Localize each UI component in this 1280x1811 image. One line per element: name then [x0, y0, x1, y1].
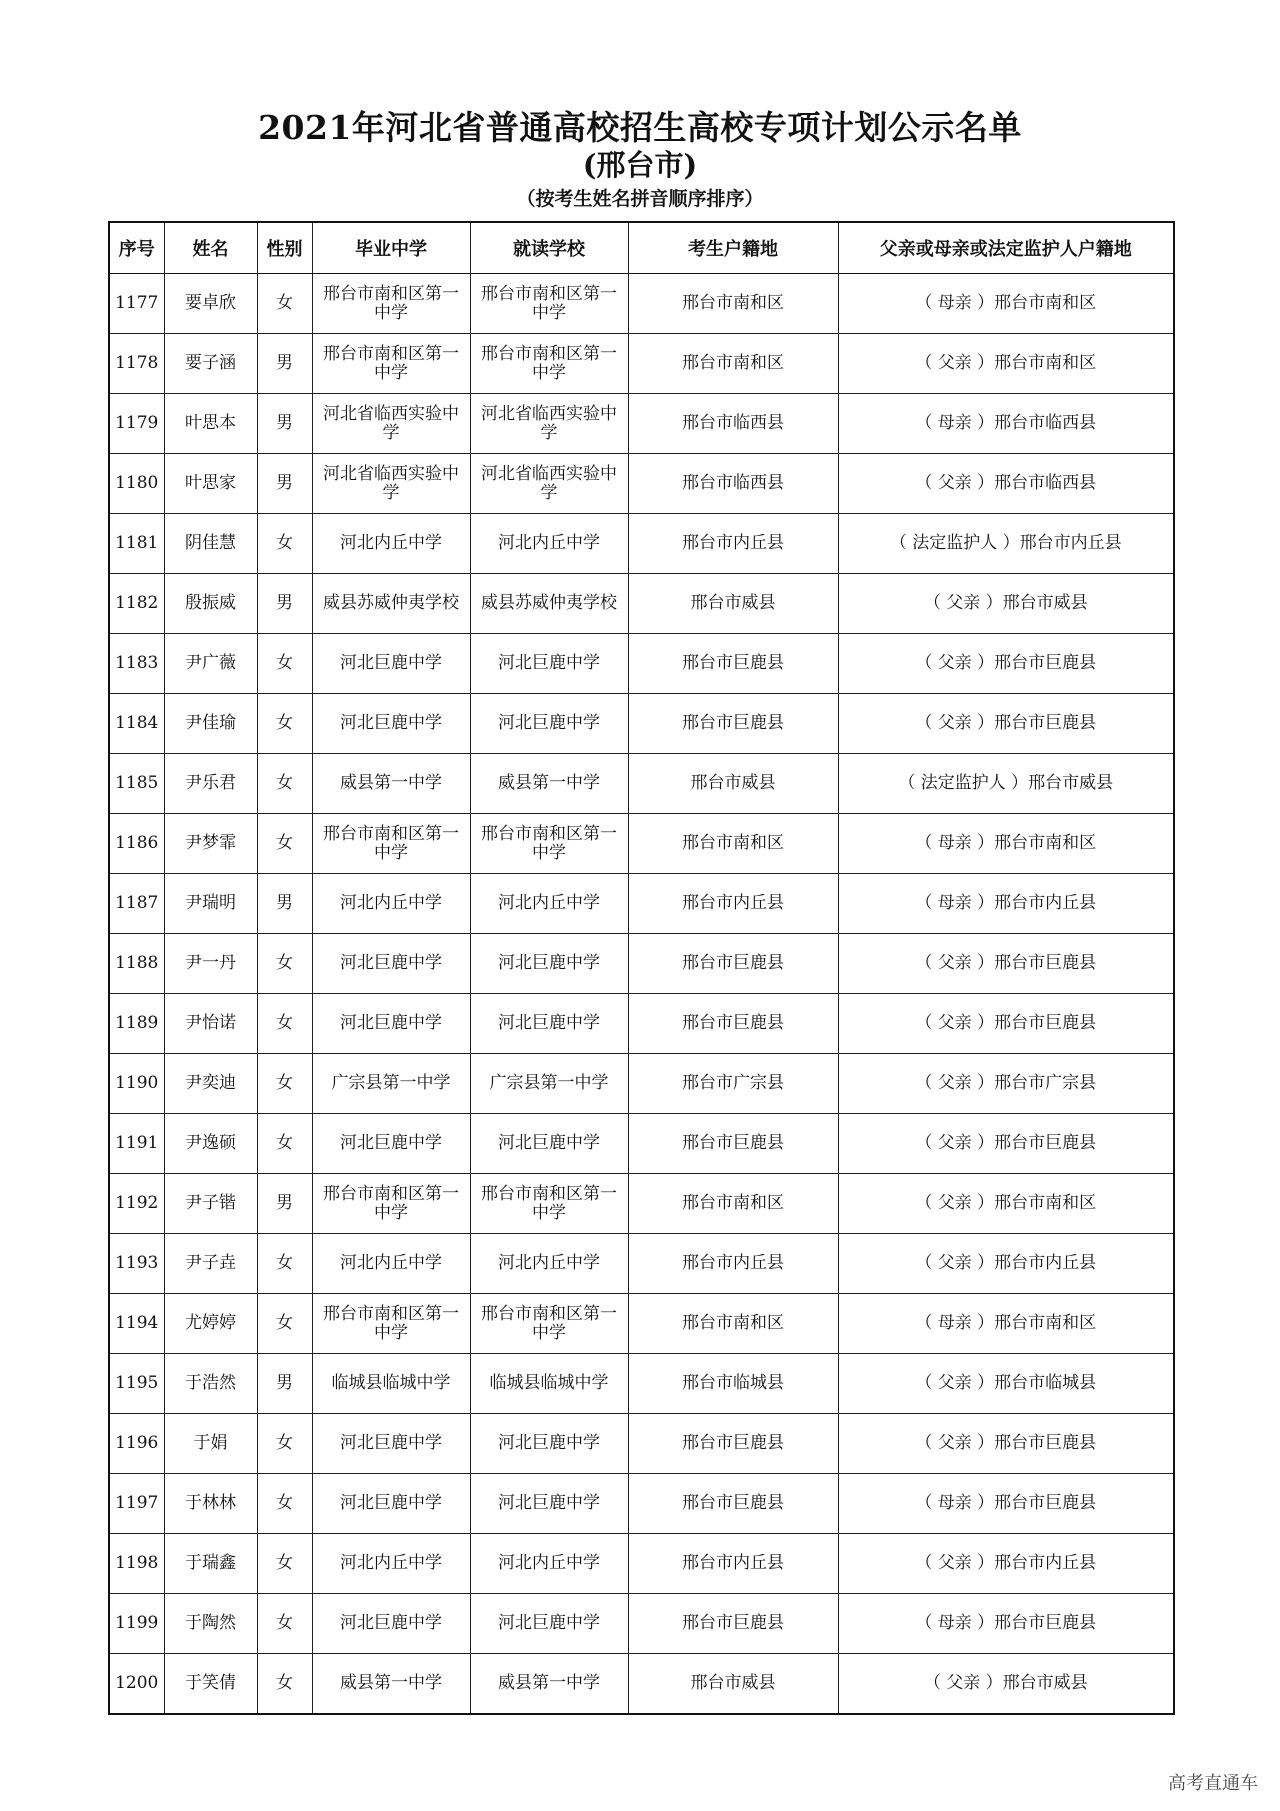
- cell-index: 1200: [109, 1654, 164, 1715]
- cell-graduated-school: 河北省临西实验中学: [312, 454, 470, 514]
- cell-guardian-registration: （ 父亲 ）邢台市临城县: [838, 1354, 1174, 1414]
- table-row: [109, 1534, 1174, 1594]
- cell-gender: 男: [257, 454, 312, 514]
- cell-index: 1185: [109, 754, 164, 814]
- cell-current-school: 临城县临城中学: [470, 1354, 628, 1414]
- cell-gender: 男: [257, 874, 312, 934]
- cell-household-registration: 邢台市临城县: [628, 1354, 838, 1414]
- cell-guardian-registration: （ 父亲 ）邢台市威县: [838, 1654, 1174, 1715]
- cell-graduated-school: 河北内丘中学: [312, 1534, 470, 1594]
- header-gender: 性别: [257, 222, 312, 274]
- header-guardian-registration: 父亲或母亲或法定监护人户籍地: [838, 222, 1174, 274]
- cell-graduated-school: 邢台市南和区第一中学: [312, 334, 470, 394]
- header-current-school: 就读学校: [470, 222, 628, 274]
- cell-household-registration: 邢台市南和区: [628, 334, 838, 394]
- cell-gender: 女: [257, 274, 312, 334]
- cell-current-school: 威县苏威仲夷学校: [470, 574, 628, 634]
- cell-name: 尹佳瑜: [164, 694, 257, 754]
- cell-current-school: 河北省临西实验中学: [470, 394, 628, 454]
- cell-graduated-school: 河北巨鹿中学: [312, 934, 470, 994]
- cell-name: 于笑倩: [164, 1654, 257, 1715]
- cell-guardian-registration: （ 父亲 ）邢台市巨鹿县: [838, 994, 1174, 1054]
- cell-current-school: 河北巨鹿中学: [470, 934, 628, 994]
- cell-index: 1186: [109, 814, 164, 874]
- header-name: 姓名: [164, 222, 257, 274]
- cell-index: 1198: [109, 1534, 164, 1594]
- cell-guardian-registration: （ 父亲 ）邢台市巨鹿县: [838, 694, 1174, 754]
- cell-graduated-school: 邢台市南和区第一中学: [312, 814, 470, 874]
- page-title: 2021年河北省普通高校招生高校专项计划公示名单: [258, 108, 1022, 147]
- table-row: [109, 1174, 1174, 1234]
- cell-gender: 男: [257, 574, 312, 634]
- header-index: 序号: [109, 222, 164, 274]
- cell-graduated-school: 邢台市南和区第一中学: [312, 274, 470, 334]
- cell-graduated-school: 邢台市南和区第一中学: [312, 1174, 470, 1234]
- cell-gender: 女: [257, 1654, 312, 1715]
- table-row: [109, 514, 1174, 574]
- cell-name: 尹梦霏: [164, 814, 257, 874]
- cell-household-registration: 邢台市威县: [628, 1654, 838, 1715]
- cell-guardian-registration: （ 父亲 ）邢台市内丘县: [838, 1534, 1174, 1594]
- cell-name: 尹奕迪: [164, 1054, 257, 1114]
- cell-name: 于林林: [164, 1474, 257, 1534]
- cell-guardian-registration: （ 母亲 ）邢台市巨鹿县: [838, 1594, 1174, 1654]
- cell-graduated-school: 临城县临城中学: [312, 1354, 470, 1414]
- cell-name: 尹怡诺: [164, 994, 257, 1054]
- cell-index: 1195: [109, 1354, 164, 1414]
- cell-guardian-registration: （ 法定监护人 ）邢台市威县: [838, 754, 1174, 814]
- cell-index: 1193: [109, 1234, 164, 1294]
- cell-current-school: 邢台市南和区第一中学: [470, 334, 628, 394]
- cell-household-registration: 邢台市威县: [628, 754, 838, 814]
- cell-graduated-school: 河北巨鹿中学: [312, 1594, 470, 1654]
- cell-guardian-registration: （ 父亲 ）邢台市南和区: [838, 1174, 1174, 1234]
- cell-gender: 女: [257, 1054, 312, 1114]
- cell-gender: 女: [257, 1294, 312, 1354]
- cell-gender: 女: [257, 934, 312, 994]
- cell-current-school: 威县第一中学: [470, 1654, 628, 1715]
- cell-graduated-school: 河北巨鹿中学: [312, 694, 470, 754]
- cell-graduated-school: 河北巨鹿中学: [312, 634, 470, 694]
- cell-current-school: 河北巨鹿中学: [470, 1414, 628, 1474]
- cell-guardian-registration: （ 父亲 ）邢台市南和区: [838, 334, 1174, 394]
- title-block: [0, 108, 1280, 214]
- cell-name: 尹子垚: [164, 1234, 257, 1294]
- cell-index: 1183: [109, 634, 164, 694]
- cell-gender: 女: [257, 634, 312, 694]
- table-row: [109, 1234, 1174, 1294]
- cell-graduated-school: 邢台市南和区第一中学: [312, 1294, 470, 1354]
- cell-household-registration: 邢台市巨鹿县: [628, 1114, 838, 1174]
- cell-guardian-registration: （ 法定监护人 ）邢台市内丘县: [838, 514, 1174, 574]
- table-row: [109, 334, 1174, 394]
- admission-list-table: [108, 221, 1175, 1715]
- cell-name: 叶思家: [164, 454, 257, 514]
- cell-household-registration: 邢台市巨鹿县: [628, 934, 838, 994]
- cell-index: 1182: [109, 574, 164, 634]
- cell-guardian-registration: （ 母亲 ）邢台市南和区: [838, 274, 1174, 334]
- cell-gender: 男: [257, 1354, 312, 1414]
- cell-household-registration: 邢台市内丘县: [628, 1534, 838, 1594]
- cell-index: 1181: [109, 514, 164, 574]
- cell-gender: 女: [257, 1474, 312, 1534]
- cell-name: 要卓欣: [164, 274, 257, 334]
- cell-household-registration: 邢台市巨鹿县: [628, 994, 838, 1054]
- cell-name: 尤婷婷: [164, 1294, 257, 1354]
- cell-current-school: 河北巨鹿中学: [470, 694, 628, 754]
- cell-current-school: 威县第一中学: [470, 754, 628, 814]
- cell-index: 1194: [109, 1294, 164, 1354]
- header-graduated-school: 毕业中学: [312, 222, 470, 274]
- table-row: [109, 934, 1174, 994]
- table-row: [109, 1114, 1174, 1174]
- table-row: [109, 574, 1174, 634]
- cell-graduated-school: 威县苏威仲夷学校: [312, 574, 470, 634]
- cell-index: 1190: [109, 1054, 164, 1114]
- cell-household-registration: 邢台市巨鹿县: [628, 694, 838, 754]
- cell-guardian-registration: （ 父亲 ）邢台市巨鹿县: [838, 1414, 1174, 1474]
- cell-household-registration: 邢台市广宗县: [628, 1054, 838, 1114]
- table-row: [109, 1474, 1174, 1534]
- cell-gender: 女: [257, 514, 312, 574]
- cell-current-school: 河北巨鹿中学: [470, 634, 628, 694]
- cell-gender: 女: [257, 1114, 312, 1174]
- cell-gender: 女: [257, 754, 312, 814]
- cell-gender: 女: [257, 1594, 312, 1654]
- table-row: [109, 994, 1174, 1054]
- cell-name: 于娟: [164, 1414, 257, 1474]
- cell-graduated-school: 河北内丘中学: [312, 514, 470, 574]
- cell-index: 1184: [109, 694, 164, 754]
- cell-current-school: 河北内丘中学: [470, 514, 628, 574]
- cell-current-school: 邢台市南和区第一中学: [470, 814, 628, 874]
- cell-guardian-registration: （ 母亲 ）邢台市临西县: [838, 394, 1174, 454]
- table-row: [109, 1414, 1174, 1474]
- table-row: [109, 874, 1174, 934]
- cell-guardian-registration: （ 父亲 ）邢台市威县: [838, 574, 1174, 634]
- cell-index: 1196: [109, 1414, 164, 1474]
- cell-gender: 女: [257, 994, 312, 1054]
- cell-index: 1177: [109, 274, 164, 334]
- cell-guardian-registration: （ 父亲 ）邢台市内丘县: [838, 1234, 1174, 1294]
- cell-index: 1179: [109, 394, 164, 454]
- cell-gender: 女: [257, 694, 312, 754]
- cell-current-school: 邢台市南和区第一中学: [470, 1294, 628, 1354]
- table-row: [109, 694, 1174, 754]
- table-row: [109, 634, 1174, 694]
- cell-name: 于陶然: [164, 1594, 257, 1654]
- cell-name: 尹一丹: [164, 934, 257, 994]
- cell-index: 1188: [109, 934, 164, 994]
- cell-name: 于瑞鑫: [164, 1534, 257, 1594]
- table-row: [109, 1294, 1174, 1354]
- cell-household-registration: 邢台市南和区: [628, 814, 838, 874]
- cell-index: 1189: [109, 994, 164, 1054]
- cell-guardian-registration: （ 父亲 ）邢台市巨鹿县: [838, 634, 1174, 694]
- cell-current-school: 河北巨鹿中学: [470, 1594, 628, 1654]
- cell-household-registration: 邢台市巨鹿县: [628, 634, 838, 694]
- cell-household-registration: 邢台市临西县: [628, 394, 838, 454]
- cell-index: 1178: [109, 334, 164, 394]
- cell-index: 1187: [109, 874, 164, 934]
- cell-guardian-registration: （ 母亲 ）邢台市内丘县: [838, 874, 1174, 934]
- cell-name: 尹瑞明: [164, 874, 257, 934]
- cell-name: 尹子锴: [164, 1174, 257, 1234]
- cell-current-school: 邢台市南和区第一中学: [470, 1174, 628, 1234]
- cell-name: 尹广薇: [164, 634, 257, 694]
- cell-current-school: 河北巨鹿中学: [470, 994, 628, 1054]
- cell-household-registration: 邢台市威县: [628, 574, 838, 634]
- cell-index: 1191: [109, 1114, 164, 1174]
- cell-guardian-registration: （ 母亲 ）邢台市巨鹿县: [838, 1474, 1174, 1534]
- cell-gender: 男: [257, 394, 312, 454]
- cell-current-school: 邢台市南和区第一中学: [470, 274, 628, 334]
- cell-index: 1192: [109, 1174, 164, 1234]
- cell-index: 1180: [109, 454, 164, 514]
- cell-name: 尹乐君: [164, 754, 257, 814]
- cell-name: 叶思本: [164, 394, 257, 454]
- table-header-row: [109, 222, 1174, 274]
- cell-graduated-school: 威县第一中学: [312, 1654, 470, 1715]
- cell-graduated-school: 河北内丘中学: [312, 874, 470, 934]
- cell-household-registration: 邢台市南和区: [628, 274, 838, 334]
- cell-current-school: 河北巨鹿中学: [470, 1114, 628, 1174]
- cell-current-school: 河北内丘中学: [470, 1234, 628, 1294]
- watermark: 高考直通车: [1168, 1773, 1258, 1794]
- cell-name: 殷振威: [164, 574, 257, 634]
- cell-current-school: 广宗县第一中学: [470, 1054, 628, 1114]
- cell-graduated-school: 河北巨鹿中学: [312, 1474, 470, 1534]
- cell-graduated-school: 河北巨鹿中学: [312, 1114, 470, 1174]
- cell-household-registration: 邢台市内丘县: [628, 1234, 838, 1294]
- cell-guardian-registration: （ 母亲 ）邢台市南和区: [838, 1294, 1174, 1354]
- cell-gender: 男: [257, 334, 312, 394]
- cell-household-registration: 邢台市巨鹿县: [628, 1474, 838, 1534]
- table-row: [109, 1654, 1174, 1715]
- table-row: [109, 1594, 1174, 1654]
- cell-household-registration: 邢台市内丘县: [628, 514, 838, 574]
- cell-current-school: 河北内丘中学: [470, 874, 628, 934]
- cell-household-registration: 邢台市南和区: [628, 1294, 838, 1354]
- cell-gender: 女: [257, 1234, 312, 1294]
- table-body: [109, 274, 1174, 1715]
- cell-guardian-registration: （ 父亲 ）邢台市临西县: [838, 454, 1174, 514]
- cell-guardian-registration: （ 父亲 ）邢台市广宗县: [838, 1054, 1174, 1114]
- page-subtitle: (邢台市): [582, 148, 698, 182]
- cell-household-registration: 邢台市巨鹿县: [628, 1594, 838, 1654]
- cell-graduated-school: 河北巨鹿中学: [312, 994, 470, 1054]
- cell-name: 要子涵: [164, 334, 257, 394]
- cell-index: 1199: [109, 1594, 164, 1654]
- cell-gender: 女: [257, 1414, 312, 1474]
- cell-name: 于浩然: [164, 1354, 257, 1414]
- cell-gender: 女: [257, 1534, 312, 1594]
- table-row: [109, 454, 1174, 514]
- sort-note: （按考生姓名拼音顺序排序）: [516, 188, 764, 210]
- cell-graduated-school: 河北内丘中学: [312, 1234, 470, 1294]
- table-row: [109, 814, 1174, 874]
- table-row: [109, 754, 1174, 814]
- cell-guardian-registration: （ 父亲 ）邢台市巨鹿县: [838, 1114, 1174, 1174]
- cell-household-registration: 邢台市南和区: [628, 1174, 838, 1234]
- cell-graduated-school: 河北省临西实验中学: [312, 394, 470, 454]
- cell-graduated-school: 威县第一中学: [312, 754, 470, 814]
- cell-graduated-school: 河北巨鹿中学: [312, 1414, 470, 1474]
- cell-name: 尹逸硕: [164, 1114, 257, 1174]
- header-household-registration: 考生户籍地: [628, 222, 838, 274]
- table-row: [109, 1054, 1174, 1114]
- cell-current-school: 河北内丘中学: [470, 1534, 628, 1594]
- cell-index: 1197: [109, 1474, 164, 1534]
- cell-gender: 女: [257, 814, 312, 874]
- cell-current-school: 河北巨鹿中学: [470, 1474, 628, 1534]
- cell-household-registration: 邢台市巨鹿县: [628, 1414, 838, 1474]
- cell-graduated-school: 广宗县第一中学: [312, 1054, 470, 1114]
- cell-guardian-registration: （ 母亲 ）邢台市南和区: [838, 814, 1174, 874]
- table-row: [109, 274, 1174, 334]
- cell-guardian-registration: （ 父亲 ）邢台市巨鹿县: [838, 934, 1174, 994]
- cell-current-school: 河北省临西实验中学: [470, 454, 628, 514]
- table-row: [109, 1354, 1174, 1414]
- cell-household-registration: 邢台市临西县: [628, 454, 838, 514]
- cell-gender: 男: [257, 1174, 312, 1234]
- cell-name: 阴佳慧: [164, 514, 257, 574]
- cell-household-registration: 邢台市内丘县: [628, 874, 838, 934]
- table-row: [109, 394, 1174, 454]
